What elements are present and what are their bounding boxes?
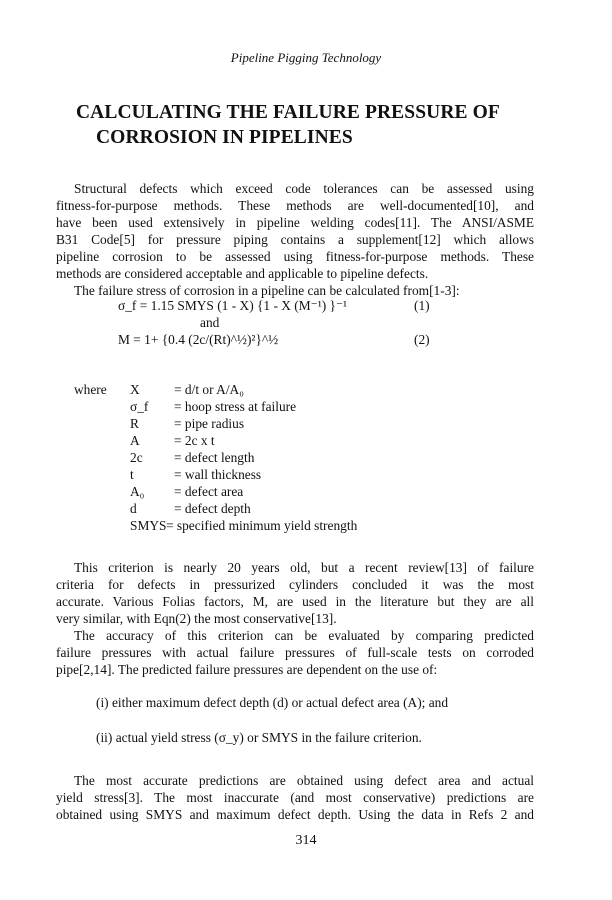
- section-title-line-2: CORROSION IN PIPELINES: [96, 127, 353, 148]
- list-item: (ii) actual yield stress (σ_y) or SMYS in the failure criterion.: [96, 730, 422, 745]
- definition-symbol: R: [130, 416, 139, 431]
- section-title-line-1: CALCULATING THE FAILURE PRESSURE OF: [76, 102, 500, 123]
- text-line: B31 Code[5] for pressure piping contains a supplement[12] which allows: [56, 232, 534, 247]
- equation-and: and: [200, 315, 220, 330]
- definition-text: = pipe radius: [174, 416, 245, 431]
- text-line: Structural defects which exceed code tolerances can be assessed using: [74, 181, 534, 196]
- equation-2-number: (2): [414, 332, 430, 347]
- section-title: [76, 100, 546, 150]
- text-line: have been used extensively in pipeline welding codes[11]. The ANSI/ASME: [56, 215, 534, 230]
- text-line: The accuracy of this criterion can be evaluated by comparing predicted: [74, 628, 534, 643]
- body-paragraph-3: [56, 772, 534, 823]
- definition-text: = hoop stress at failure: [174, 399, 297, 414]
- text-line: criteria for defects in pressurized cylinders concluded it was the most: [56, 577, 534, 592]
- text-line: fitness-for-purpose methods. These methods are well-documented[10], and: [56, 198, 534, 213]
- running-header: Pipeline Pigging Technology: [230, 50, 382, 65]
- definition-text: = d/t or A/A₀: [174, 382, 244, 397]
- text-line: accurate. Various Folias factors, M, are used in the literature but they are all: [56, 594, 534, 609]
- text-line: methods are considered acceptable and applicable to pipeline defects.: [56, 266, 429, 281]
- body-paragraph-2: [56, 559, 534, 678]
- definition-text: = specified minimum yield strength: [166, 518, 358, 533]
- definition-text: = defect area: [174, 484, 244, 499]
- definition-text: = wall thickness: [174, 467, 262, 482]
- text-line: This criterion is nearly 20 years old, but a recent review[13] of failure: [74, 560, 534, 575]
- where-label: where: [74, 382, 107, 397]
- page-number: 314: [295, 833, 317, 848]
- definition-symbol: t: [130, 467, 134, 482]
- text-line: The most accurate predictions are obtained using defect area and actual: [74, 773, 534, 788]
- definition-symbol: 2c: [130, 450, 143, 465]
- text-line: The failure stress of corrosion in a pipeline can be calculated from[1-3]:: [74, 283, 460, 298]
- equation-1-number: (1): [414, 298, 430, 313]
- list-item: (i) either maximum defect depth (d) or actual defect area (A); and: [96, 695, 449, 710]
- definition-symbol: A: [130, 433, 140, 448]
- text-line: pipeline corrosion to be assessed using fitness-for-purpose methods. These: [56, 249, 534, 264]
- definition-text: = 2c x t: [174, 433, 215, 448]
- definition-text: = defect depth: [174, 501, 251, 516]
- definition-symbol: σ_f: [130, 399, 149, 414]
- text-line: failure pressures with actual failure pressures of full-scale tests on corroded: [56, 645, 534, 660]
- definition-symbol: A₀: [130, 484, 145, 499]
- equation-1: σ_f = 1.15 SMYS (1 - X) {1 - X (M⁻¹) }⁻¹: [118, 298, 348, 313]
- text-line: pipe[2,14]. The predicted failure pressures are dependent on the use of:: [56, 662, 438, 677]
- intro-paragraph: [56, 180, 534, 299]
- definition-symbol: d: [130, 501, 137, 516]
- definition-text: = defect length: [174, 450, 255, 465]
- text-line: very similar, with Eqn(2) the most conservative[13].: [56, 611, 337, 626]
- text-line: yield stress[3]. The most inaccurate (and most conservative) predictions are: [56, 790, 534, 805]
- definition-symbol: X: [130, 382, 140, 397]
- text-line: obtained using SMYS and maximum defect depth. Using the data in Refs 2 and: [56, 807, 534, 822]
- equation-2: M = 1+ {0.4 (2c/(Rt)^½)²}^½: [118, 332, 279, 347]
- definition-symbol: SMYS: [130, 518, 167, 533]
